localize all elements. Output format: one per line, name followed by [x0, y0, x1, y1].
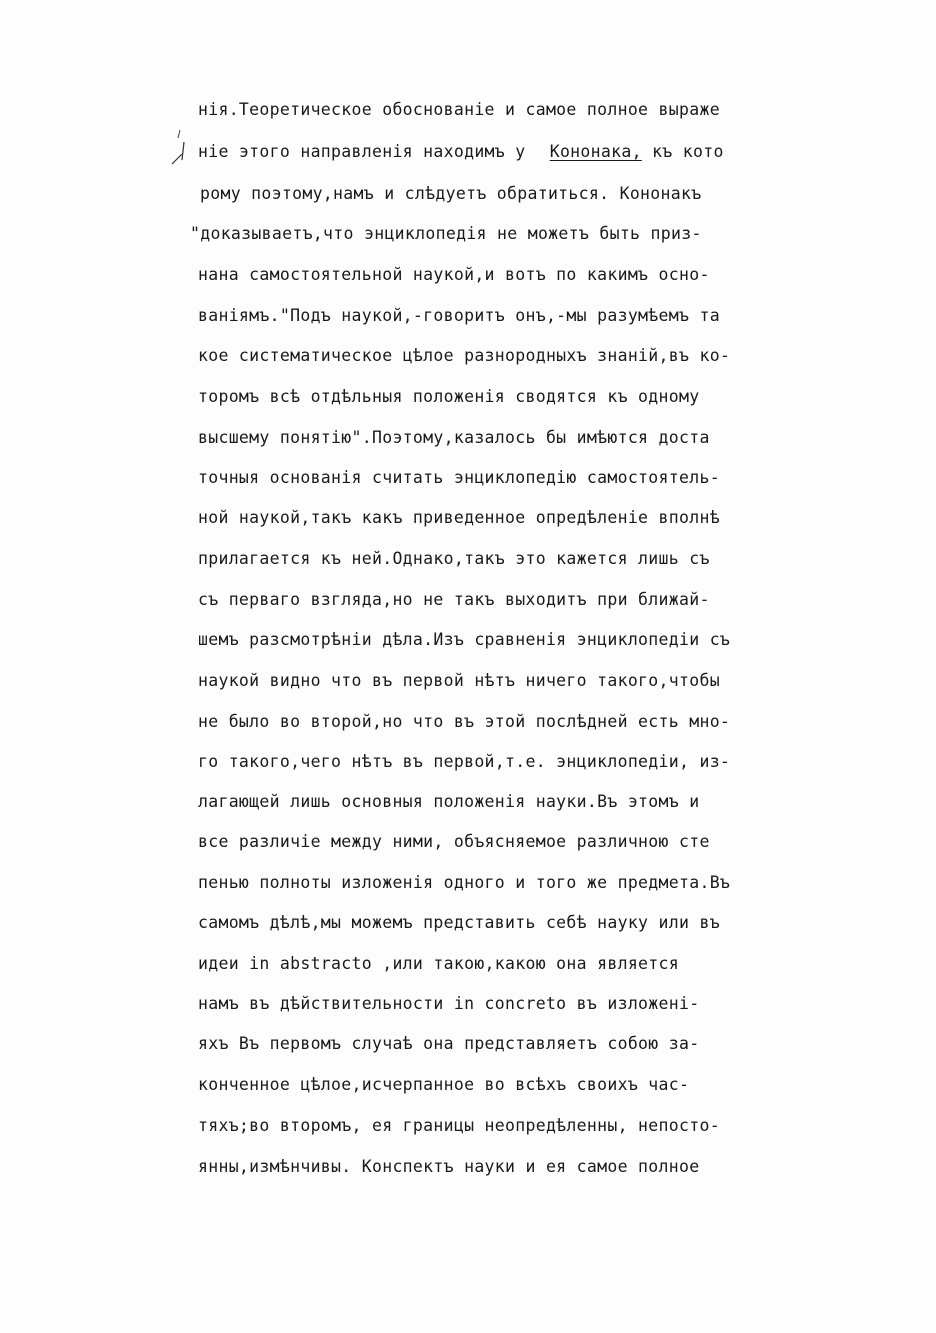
- text-line: тяхъ;во второмъ, ея границы неопредѣленны, непосто-: [198, 1116, 720, 1135]
- text-line: шемъ разсмотрѣніи дѣла.Изъ сравненія энциклопедіи съ: [198, 630, 731, 649]
- text-line: конченное цѣлое,исчерпанное во всѣхъ своихъ час-: [198, 1075, 690, 1094]
- text-line: наукой видно что въ первой нѣтъ ничего такого,чтобы: [198, 671, 720, 690]
- text-line: лагающей лишь основныя положенія науки.Въ этомъ и: [198, 792, 700, 811]
- text-line: не было во второй,но что въ этой послѣдней есть мно-: [198, 712, 731, 731]
- text-line: съ перваго взгляда,но не такъ выходитъ при ближай-: [198, 590, 710, 609]
- text-line: го такого,чего нѣтъ въ первой,т.е. энциклопедіи, из-: [198, 752, 731, 771]
- text-line: [198, 142, 724, 162]
- text-line-start: ніе этого направленія находимъ у: [198, 142, 526, 161]
- text-line: прилагается къ ней.Однако,такъ это кажется лишь съ: [198, 549, 710, 568]
- underlined-author-name: Кононака,: [549, 142, 642, 161]
- text-line: торомъ всѣ отдѣльныя положенія сводятся къ одному: [198, 387, 700, 406]
- text-line: нія.Теоретическое обоснованіе и самое полное выраже: [198, 100, 720, 119]
- text-line: "доказываетъ,что энциклопедія не можетъ быть приз-: [190, 224, 702, 243]
- text-line: идеи in abstracto ,или такою,какою она является: [198, 954, 679, 973]
- text-line: ваніямъ."Подъ наукой,-говоритъ онъ,-мы разумѣемъ та: [198, 306, 720, 325]
- text-line: точныя основанія считать энциклопедію самостоятель-: [198, 468, 720, 487]
- text-line: яхъ Въ первомъ случаѣ она представляетъ собою за-: [198, 1034, 700, 1053]
- text-line: пенью полноты изложенія одного и того же предмета.Въ: [198, 873, 731, 892]
- margin-pencil-mark: [168, 128, 192, 168]
- text-line: намъ въ дѣйствительности in concreto въ изложені-: [198, 994, 700, 1013]
- text-line-end: къ кото: [652, 142, 724, 161]
- text-line: высшему понятію".Поэтому,казалось бы имѣются доста: [198, 428, 710, 447]
- text-line: все различіе между ними, объясняемое различною сте: [198, 832, 710, 851]
- text-line: рому поэтому,намъ и слѣдуетъ обратиться. Кононакъ: [200, 184, 702, 203]
- text-line: янны,измѣнчивы. Конспектъ науки и ея самое полное: [198, 1157, 700, 1176]
- text-line: нана самостоятельной наукой,и вотъ по какимъ осно-: [198, 265, 710, 284]
- text-line: самомъ дѣлѣ,мы можемъ представить себѣ науку или въ: [198, 913, 720, 932]
- text-line: кое систематическое цѣлое разнородныхъ знаній,въ ко-: [198, 346, 731, 365]
- text-line: ной наукой,такъ какъ приведенное опредѣленіе вполнѣ: [198, 508, 720, 527]
